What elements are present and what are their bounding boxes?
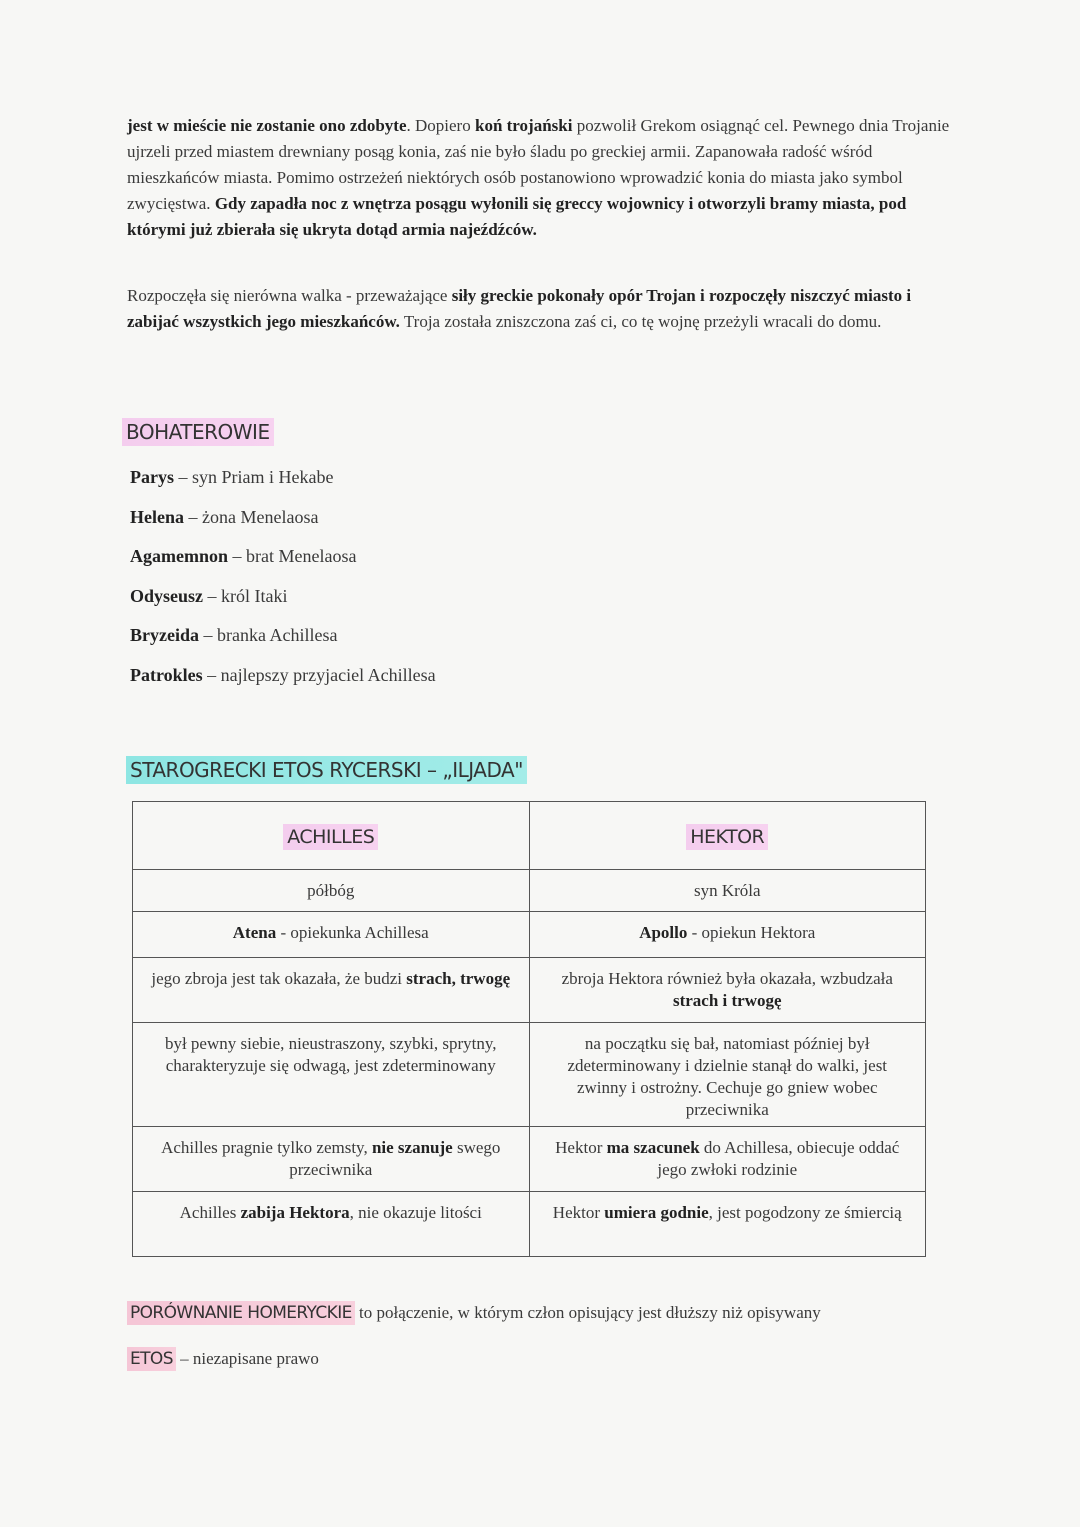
hero-item: Helena – żona Menelaosa	[130, 506, 319, 527]
text-run: na początku się bał, natomiast później był zdeterminowany i dzielnie stanął do walki, jest zwinny i ostrożny. Cechuje go gniew wobec przeciwnika	[567, 1034, 888, 1119]
definition-text: – niezapisane prawo	[175, 1349, 319, 1368]
text-run: - opiekunka Achillesa	[276, 923, 429, 942]
column-header-achilles: ACHILLES	[283, 824, 378, 850]
bold-text-run: umiera godnie	[604, 1203, 709, 1222]
table-row	[133, 1127, 926, 1192]
bold-text-run: nie szanuje	[371, 1138, 453, 1157]
table-cell	[133, 958, 530, 1023]
definition-term: ETOS	[127, 1347, 176, 1371]
table-cell	[529, 870, 926, 912]
text-run: półbóg	[307, 881, 355, 900]
table-header-cell	[133, 802, 530, 870]
bold-text-run: Gdy zapadła noc z wnętrza posągu wyłonili się greccy wojownicy i otworzyli bramy miasta, pod którymi już zbierała się ukryta dotąd armia najeźdźców.	[127, 194, 907, 239]
hero-item: Agamemnon – brat Menelaosa	[130, 546, 357, 566]
bold-text-run: koń trojański	[474, 116, 573, 135]
hero-item: Odyseusz – król Itaki	[130, 585, 288, 606]
hero-item: Bryzeida – branka Achillesa	[130, 625, 338, 645]
text-run: , nie okazuje litości	[349, 1203, 482, 1222]
definition-term: PORÓWNANIE HOMERYCKIE	[127, 1301, 355, 1325]
text-run: Achilles pragnie tylko zemsty,	[161, 1138, 372, 1157]
definition-homeric-simile	[127, 1300, 821, 1326]
text-run: Hektor	[552, 1203, 605, 1222]
table-cell	[133, 870, 530, 912]
table-row	[133, 912, 926, 958]
text-run: , jest pogodzony ze śmiercią	[708, 1203, 902, 1222]
text-run: . Dopiero	[406, 116, 475, 135]
text-run: syn Króla	[693, 881, 761, 900]
table-cell	[529, 958, 926, 1023]
table-cell	[133, 912, 530, 958]
hero-item: Parys – syn Priam i Hekabe	[130, 467, 334, 487]
bold-text-run: Apollo	[639, 923, 688, 942]
bold-text-run: zabija Hektora	[240, 1203, 350, 1222]
table-row	[133, 870, 926, 912]
table-cell	[133, 1023, 530, 1127]
text-run: Hektor	[555, 1138, 607, 1157]
hero-item: Patrokles – najlepszy przyjaciel Achillesa	[130, 664, 436, 685]
bold-text-run: jest w mieście nie zostanie ono zdobyte	[127, 116, 407, 135]
definition-ethos	[127, 1346, 319, 1372]
bold-text-run: strach i trwogę	[672, 991, 782, 1010]
table-cell	[529, 912, 926, 958]
table-cell	[529, 1192, 926, 1257]
table-header-cell	[529, 802, 926, 870]
heroes-heading: BOHATEROWIE	[122, 418, 274, 446]
table-cell	[529, 1127, 926, 1192]
intro-paragraph-1	[127, 113, 957, 243]
table-row	[133, 958, 926, 1023]
table-header-row	[133, 802, 926, 870]
text-run: był pewny siebie, nieustraszony, szybki, sprytny, charakteryzuje się odwagą, jest zdeterminowany	[164, 1034, 497, 1075]
text-run: - opiekun Hektora	[687, 923, 816, 942]
table-row	[133, 1192, 926, 1257]
text-run: Rozpoczęła się nierówna walka - przeważające	[127, 286, 452, 305]
text-run: swego przeciwnika	[289, 1138, 501, 1179]
bold-text-run: Atena	[232, 923, 277, 942]
column-header-hektor: HEKTOR	[686, 824, 768, 850]
ethos-comparison-table	[132, 801, 926, 1257]
bold-text-run: siły greckie pokonały opór Trojan i rozpoczęły niszczyć miasto i zabijać wszystkich jego mieszkańców.	[127, 286, 912, 331]
table-cell	[529, 1023, 926, 1127]
table-row	[133, 1023, 926, 1127]
text-run: Troja została zniszczona zaś ci, co tę wojnę przeżyli wracali do domu.	[399, 312, 882, 331]
intro-paragraph-2	[127, 283, 957, 335]
text-run: jego zbroja jest tak okazała, że budzi	[151, 969, 407, 988]
text-run: do Achillesa, obiecuje oddać jego zwłoki rodzinie	[657, 1138, 900, 1179]
ethos-heading: STAROGRECKI ETOS RYCERSKI – „ILJADA"	[126, 756, 527, 784]
definition-text: to połączenie, w którym człon opisujący jest dłuższy niż opisywany	[354, 1303, 821, 1322]
text-run: pozwolił Grekom osiągnąć cel. Pewnego dnia Trojanie ujrzeli przed miastem drewniany posąg konia, zaś nie było śladu po greckiej armii. Zapanowała radość wśród mieszkańców miasta. Pomimo ostrzeżeń niektórych osób postanowiono wprowadzić konia do miasta jako symbol zwycięstwa.	[127, 116, 950, 213]
bold-text-run: strach, trwogę	[406, 969, 511, 988]
table-cell	[133, 1192, 530, 1257]
bold-text-run: ma szacunek	[606, 1138, 700, 1157]
text-run: Achilles	[179, 1203, 241, 1222]
text-run: zbroja Hektora również była okazała, wzbudzała	[561, 969, 893, 988]
table-cell	[133, 1127, 530, 1192]
heroes-list	[130, 462, 436, 699]
